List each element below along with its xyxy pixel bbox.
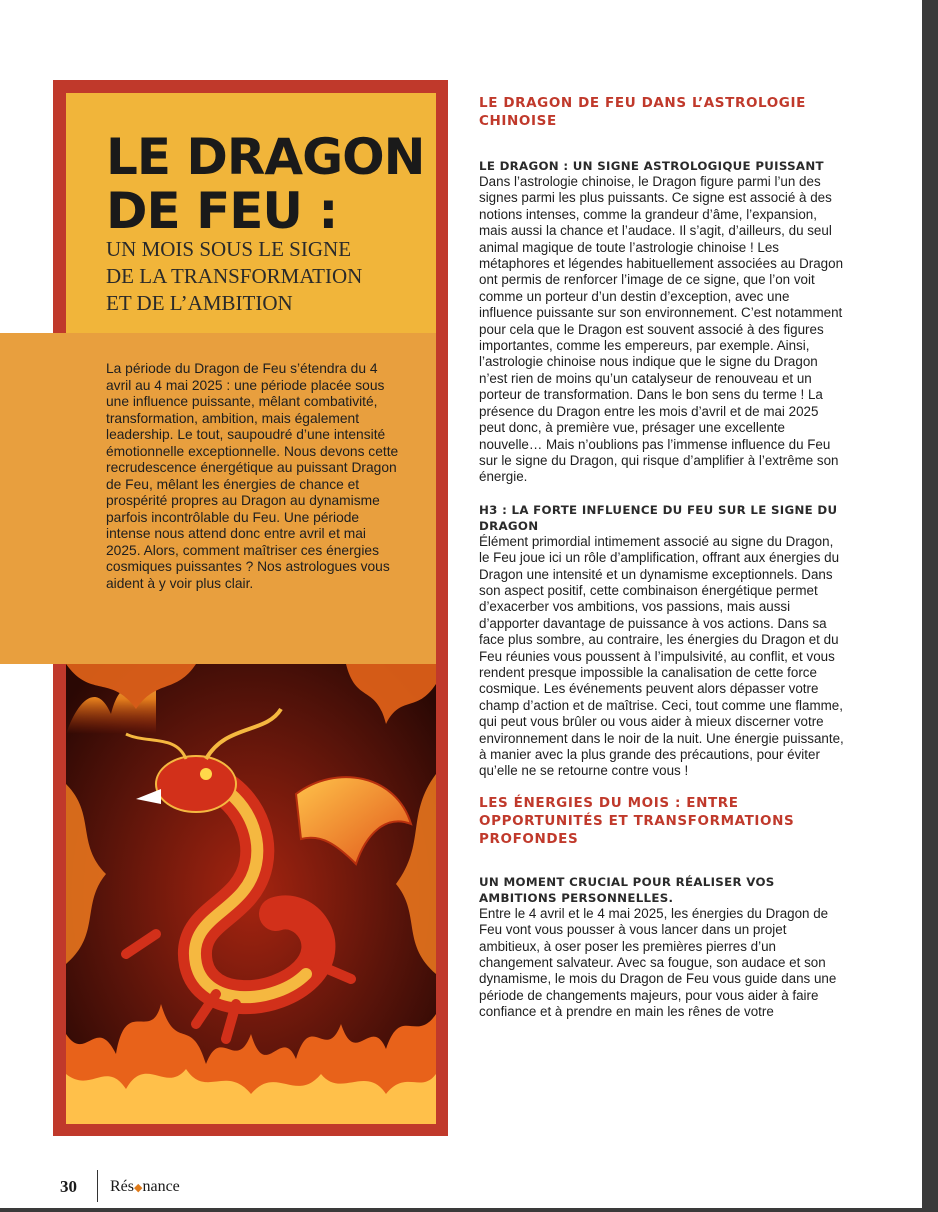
article-column [479,94,844,1021]
logo-text-start: Rés [110,1178,134,1195]
logo-text-end: nance [142,1178,180,1195]
subtitle-line: UN MOIS SOUS LE SIGNE [106,237,352,261]
paragraph: Dans l’astrologie chinoise, le Dragon figure parmi l’un des signes parmi les plus puissants. Ce signe est associé à des notions intenses, comme la grandeur d’âme, l’expansion, mais aussi la chance et l’audace. Il s’agit, d’ailleurs, du seul animal magique de toute l’astrologie chinoise ! Les métaphores et légendes habituellement associées au Dragon ont permis de renforcer l’image de ce signe, que l’on voit comme un porteur d’un destin d’exception, avec une influence puissante sur son environnement. C’est notamment pour cela que le Dragon est souvent associé à des figures importantes, comme les empereurs, par exemple. Ainsi, l’astrologie chinoise nous indique que le signe du Dragon n’est rien de moins qu’un catalyseur de renouveau et un porteur de transformation. Dans le bon sens du terme ! La présence du Dragon entre les mois d’avril et de mai 2025 peut donc, à première vue, présager une excellente nouvelle… Mais n’oublions pas l’immense influence du Feu sur le signe du Dragon, qui risque d’amplifier à l’extrême son énergie. [479,174,844,485]
subtitle-line: DE LA TRANSFORMATION [106,264,363,288]
section-heading: LE DRAGON DE FEU DANS L’ASTROLOGIE CHINOISE [479,95,806,129]
page-subtitle [106,236,426,317]
page-number: 30 [60,1177,77,1196]
dragon-artwork [66,664,436,1124]
page-title: LE DRAGON DE FEU : [106,128,425,240]
intro-text: La période du Dragon de Feu s’étendra du 4 avril au 4 mai 2025 : une période placée sous une influence puissante, mêlant combativité, transformation, ambition, mais également leadership. Le tout, saupoudré d’une intensité émotionnelle exceptionnelle. Nous devons cette recrudescence énergétique au puissant Dragon de Feu, mêlant les énergies de chance et prospérité propres au Dragon au dynamisme parfois incontrôlable du Feu. Une période intense nous attend donc entre avril et mai 2025. Alors, comment maîtriser ces énergies cosmiques puissantes ? Nos astrologues vous aident à y voir plus clair. [106,361,399,591]
flame-icon: ◆ [134,1182,143,1194]
subtitle-line: ET DE L’AMBITION [106,291,293,315]
page-edge-bottom [0,1208,938,1212]
subheading: H3 : LA FORTE INFLUENCE DU FEU SUR LE SIGNE DU DRAGON [479,502,838,533]
page-edge-right [922,0,938,1212]
magazine-logo [110,1178,180,1196]
subheading: LE DRAGON : UN SIGNE ASTROLOGIQUE PUISSANT [479,159,824,173]
fire-dragon-illustration [66,664,436,1124]
footer-divider [97,1170,98,1202]
paragraph: Élément primordial intimement associé au signe du Dragon, le Feu joue ici un rôle d’amplification, offrant aux énergies du Dragon une intensité et un dynamisme exceptionnels. Dans son aspect positif, cette combinaison énergétique permet d’exacerber vos ambitions, vos passions, mais aussi d’apporter davantage de puissance à vos actions. Dans sa face plus sombre, au contraire, les énergies du Dragon et du Feu réunies vous poussent à l’impulsivité, au conflit, et vous rendent presque impossible la canalisation de cette force cosmique. Les événements peuvent alors dépasser votre champ d’action et de maîtrise. Ceci, tout comme une flamme, qui peut vous brûler ou vous aider à mieux discerner votre environnement dans le noir de la nuit. Une énergie puissante, à manier avec la plus grande des précautions, pour éviter qu’elle ne se retourne contre vous ! [479,533,844,779]
section-heading: LES ÉNERGIES DU MOIS : ENTRE OPPORTUNITÉS ET TRANSFORMATIONS PROFONDES [479,794,795,847]
subheading: UN MOMENT CRUCIAL POUR RÉALISER VOS AMBITIONS PERSONNELLES. [479,874,775,905]
paragraph: Entre le 4 avril et le 4 mai 2025, les énergies du Dragon de Feu vont vous pousser à vous lancer dans un projet ambitieux, à oser poser les premières pierres d’un changement salvateur. Avec sa fougue, son audace et son dynamisme, le mois du Dragon de Feu vous guide dans une période de changements majeurs, pour vous aider à faire confiance et à prendre en main les rênes de votre [479,905,837,1020]
